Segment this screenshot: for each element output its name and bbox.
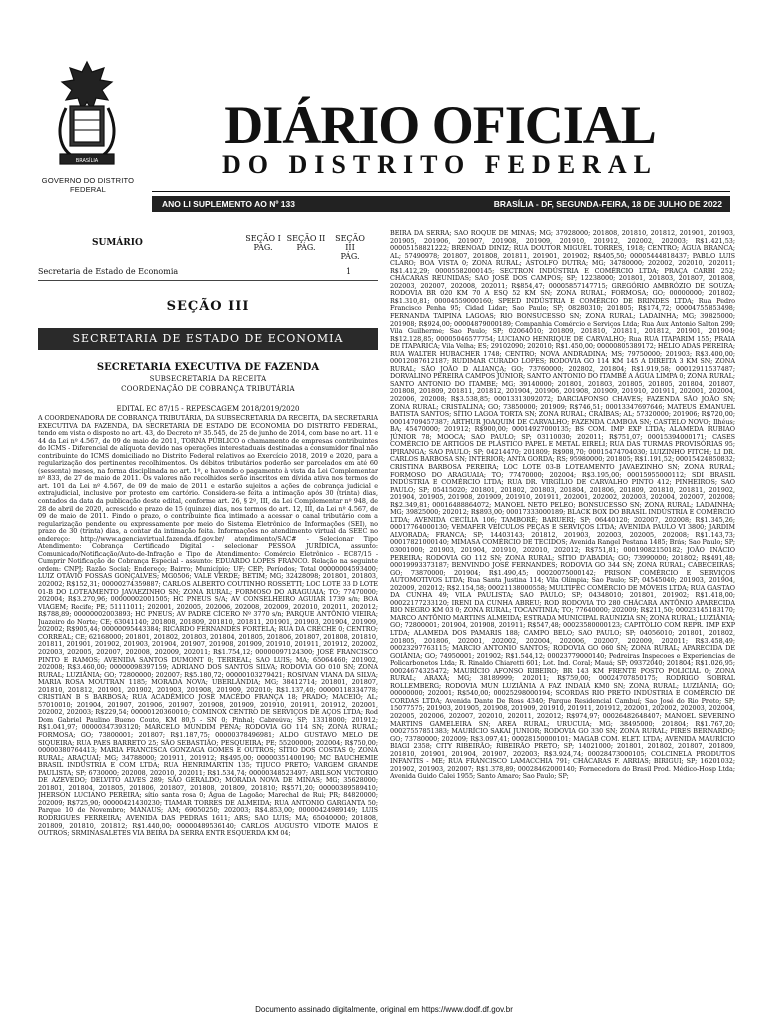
issue-number: ANO LI SUPLEMENTO AO Nº 133 [162, 199, 295, 209]
subsecretariat: SUBSECRETARIA DA RECEITA [149, 375, 267, 383]
edital-body-right: BEIRA DA SERRA; SAO ROQUE DE MINAS; MG; 37928000; 201808, 201810, 201812, 201901, 201903, 201905, 201906, 201907, 201908, 201909, 201910, 201912, 202002, 202003; R$1.421,53; 00005158821222; BRENOAD DINIZ; RUA DOUTOR MIGUEL TORRES, 1918; CENTRO; ÁGUA BRANCA; AL; 57490978; 201807, 201808, 201811, 201901, 201902; R$405,50; 00005444818437; PABLO LUIS CLARO; BOA VISTA 0; ZONA RURAL; ASTOLFO DUTRA; MG; 34780000; 202002, 202010, 202011; R$1.412,29; 00005582000145; SECTRON INDÚSTRIA E COMÉRCIO LTDA; PRAÇA CARBI 252; CHÁCARAS REUNIDAS; SAO JOSÉ DOS CAMPOS; SP; 12238000; 201801, 201803, 201807, 201808, 202003, 202007, 202008, 202011; R$854,47; 00005857147715; GREGÓRIO AMBRÓZIO DE SOUZA; RODOVIA BR 020 KM 70 A ESQ 52 KM SN; ZONA RURAL; FORMOSA; GO; 00000000; 201802; R$1.310,81; 00004559000160; SPEED INDÚSTRIA E COMÉRCIO DE BRINDES LTDA; Rua Pedro Francisco Penha 95; Cidad Lidar; Sao Paulo; SP; 08280310; 201805; R$174,72; 00004755853498; FERNANDA TAIPINA LAGOAS; RIO BONSUCESSO SN; ZONA RURAL; LADAINHA; MG; 39825000; 201908; R$924,00; 00004879000189; Companhia Comércio e Serviços Ltda; Rua Aux Antonio Salton 299; Vila Guilherme; Sao Paulo; SP; 02064010; 201809, 201810, 201811, 201812, 201901, 201904; R$12.128,85; 00005046577754; LUCIANO HENRIQUE DE CARVALHO; Rua RUA ITAPARIM 155; PRAIA DE ITAPARICA; Vila Velha; ES; 29102090; 202010; R$1.450,00; 00000805389172; HÉLIO ADAS PEREIRA; RUA WALTER HUBACHER 1748; CENTRO; NOVA ANDRADINA; MS; 79750000; 201903; R$3.400,00; 00012087612187; RUDIMAR CURADO LOPES; RODOVIA GO 114 KM 145 A DIREITA 3 KM SN; ZONA RURAL; SÃO JOÃO D ALIANÇA; GO; 73760000; 202802, 201804; R$1.919,58; 00012911537487; DORVALINO PEREIRA CAMPOS JÚNIOR; SANTO ANTONIO DO ITAMBÉ A ÁGUA LIMPA 0; ZONA RURAL; SANTO ANTONIO DO ITAMBE; MG; 39140000; 201801, 201803, 201805, 201805, 201804, 201807, 201808, 201809, 201811, 201812, 201904, 201906, 201908, 201909, 201910, 201911, 202001, 202004, 202006, 202008; R$3.538,85; 00013313092072; DARCIAFONSO CHAVES; FAZENDA SÃO JOÃO SN; ZONA RURAL; CRISTALINA; GO; 73850000; 201909; R$746,51; 00013347697646; MATEUS EMANUEL BATISTA SANTOS; SÍTIO LAGOA TORTA SN; ZONA RURAL; CRAÍBAS; AL; 57320000; 201906; R$720,00; 00014709457387; ARTHUR JOAQUIM DE CARVALHO; FAZENDA CAMBOA SN; CASTELO NOVO; Ilhéus; BA; 45470000; 201912; R$900,00; 00014927000135; BS COM. IMP EXP LTDA; ALAMEDA RUBIAO JÚNIOR 78; MOOCA; SAO PAULO; SP; 03110030; 202011; R$751,07; 00015394000171; CASES COMÉRCIO DE ARTIGOS DE PLÁSTICO PAPEL E METAL EIRELI; RUA DAS TURMAS PROVISÓRIAS 95; IPIRANGA; SAO PAULO; SP; 04214470; 201809; R$908,70; 00015474704030; LUIZINHO FITCH; LI DR. CARLOS BARBOSA SN; INTERIOR; ANTA GORDA; RS; 95980000; 201805; R$1.191,52; 00015424850832; CRISTINA BARBOSA PEREIRA; LOC LOTE 03-B LOTEAMENTO JAVAEZINHO SN; ZONA RURAL; FORMOSO DO ARAGUAIA; TO; 77470000; 202004; R$3.195,00; 00015955000112; SDI BRASIL INDÚSTRIA E COMÉRCIO LTDA; RUA DR. VIRGÍLIO DE CARVALHO PINTO 412; PINHEIROS; SAO PAULO; SP; 05415020; 201801, 201802, 201803, 201804, 201806, 201809, 201810, 201811, 201902, 201904, 201905, 201908, 201909, 201910, 201911, 202001, 202002, 202003, 202004, 202007, 202008; R$2.349,81; 00016488864072; MANOEL NETO PELEO; BONSUCESSO SN; ZONA RURAL; LADAINHA; MG; 39825000; 202012; R$893,00; 00017333000189; BLACK BOX DO BRASIL INDÚSTRIA E COMÉRCIO LTDA; AVENIDA CECÍLIA 106; TAMBORÉ; BARUERI; SP; 06440120; 202007, 202008; R$1.345,26; 00017764000130; VEMAFER VEÍCULOS PEÇAS E SERVIÇOS LTDA; AVENIDA PAULO VI 3800; JARDIM ALVORADA; FRANCA; SP; 14403143; 201812, 201903, 202003, 202005, 202008; R$1.143,73; 00017821000140; MIMASA COMÉRCIO DE TECIDOS; Avenida Rangel Pestana 1485; Brás; Sao Paulo; SP; 03001000; 201903, 201904, 201910, 202010, 202012; R$751,81; 00019082150182; JOÃO INÁCIO PEREIRA; RODOVIA GO 112 SN; ZONA RURAL; SÍTIO D'ABADIA; GO; 73990000; 201802; R$491,48; 00019993373187; BENVINDO JOSÉ FERNANDES; RODOVIA GO 344 SN; ZONA RURAL; CABECEIRAS; GO; 73870000; 201904; R$1.490,45; 00020075000142; PRISON COMÉRCIO E SERVIÇOS AUTOMOTIVOS LTDA; Rua Santa Justina 114; Vila Olímpia; Sao Paulo; SP; 04545040; 201903, 201904, 202009, 202012; R$2.154,58; 00021138000558; MULTIFÉC COMÉRCIO DE MÓVEIS LTDA; RUA GASTAO DA CUNHA 49; VILA PAULISTA; SAO PAULO; SP; 04348010; 201801, 201902; R$1.418,00; 00022177233120; IRENI DA CUNHA ABREU; ROD RODOVIA TO 280 CHÁCARA ANTÔNIO APARECIDA RIO NEGRO KM 03 0; ZONA RURAL; TOCANTINIA; TO; 77640000; 202009; R$211,50; 00023145183170; MARCO ANTÔNIO MARTINS ALMEIDA; ESTRADA MUNICIPAL RAUNIZIA SN; ZONA RURAL; LUZIÂNIA; GO; 72800001; 201904, 201908, 201911; R$547,48; 00023580000123; CAPITÓLIO COM REPR. IMP EXP LTDA; ALAMEDA DOS PAMARIS 188; CAMPO BELO; SAO PAULO; SP; 04056010; 201801, 201802, 201805, 201806, 202001, 202002, 202004, 202006, 202007, 202009, 202011; R$3.458,49; 00023297763115; MARCIO ANTONIO SANTOS; RODOVIA GO 060 SN; ZONA RURAL; APARECIDA DE GOIÂNIA; GO; 74950001; 201902; R$1.544,12; 00023779000140; Pedreiras Inspecoes e Experiencias de Policarbonetos Ltda; R. Rinaldo Chiaretti 601; Lot. Ind. Coral; Mauá; SP; 09372040; 201804; R$1.026,95; 00024674325472; MAURÍCIO AFONSO RIBEIRO; BR 143 KM FRENTE POSTO POLICIAL 0; ZONA RURAL; ARAXÁ; MG; 38189999; 202011; R$759,00; 00024707850175; RODRIGO SOBRAL ROLLEMBERG; RODOVIA MUN LUZIÂNIA A FAZ INDAIÁ KM0 SN; ZONA RURAL; LUZIÂNIA; GO; 00000000; 202001; R$540,00; 00025298000194; SCORDAS RIO PRETO INDÚSTRIA E COMÉRCIO DE CORDAS LTDA; Avenida Dante De Ross 4340; Parque Residencial Cambuí; Sao José do Rio Preto; SP; 15077575; 201903, 201905, 201908, 201909, 201910, 201911, 201912, 202001, 202002, 202003, 202004, 202005, 202006, 202007, 202010, 202011, 202012; R$974,97; 00026482648407; MANOEL SEVERINO MARTINS GAMELEIRA SN; AREA RURAL; URUCUIA; MG; 38495000; 201804; R$1.767,20; 00027557851383; MAURÍCIO SAKAI JUNIOR; RODOVIA GO 330 SN; ZONA RURAL; PIRES BERNARDO; GO; 73780000; 202009; R$3.097,41; 00028150000101; MAGAB COM. ELET. LTDA; AVENIDA MAURÍCIO BIAGI 2358; CITY RIBEIRÃO; RIBEIRÃO PRETO; SP; 14021000; 201801, 201802, 201807, 201809, 201810, 201901, 201904, 201907, 202003; R$3.924,74; 00028473000105; COLCINELA PRODUTOS INFANTIS - ME; RUA FRANCISCO LAMACCHIA 791; CHÁCARAS F. ARRIAS; BIRIGUI; SP; 16201032; 201902, 201903, 202007; R$1.378,89; 00028462000140; Fornecedora do Brasil Prod. Médico-Hosp Ltda; Avenida Guido Calei 1955; Santo Amaro; Sao Paulo; SP; [390, 230, 735, 781]
summary-col-sec2: SEÇÃO II PÁG. [286, 234, 326, 252]
summary-col-sec1: SEÇÃO I PÁG. [245, 234, 281, 252]
left-column [38, 230, 378, 990]
issue-bar [152, 196, 730, 212]
issue-date: BRASÍLIA - DF, SEGUNDA-FEIRA, 18 DE JULHO DE 2022 [493, 199, 722, 209]
summary-row-page: 1 [346, 267, 352, 276]
coordination: COORDENAÇÃO DE COBRANÇA TRIBUTÁRIA [121, 385, 295, 393]
footer-note: Documento assinado digitalmente, original em https://www.dodf.df.gov.br [255, 1005, 513, 1014]
page-title: DIÁRIO OFICIAL [224, 95, 656, 155]
edital-heading: EDITAL EC 87/15 - REPESCAGEM 2018/2019/2020 [116, 405, 300, 413]
government-caption: GOVERNO DO DISTRITO FEDERAL [41, 176, 135, 194]
summary-title: SUMÁRIO [92, 238, 143, 248]
section-label: SEÇÃO III [166, 299, 250, 314]
edital-body-left: A COORDENADORA DE COBRANÇA TRIBUTÁRIA, DA SUBSECRETARIA DA RECEITA, DA SECRETARIA EXECUTIVA DA FAZENDA, DA SECRETARIA DE ESTADO DE ECONOMIA DO DISTRITO FEDERAL, tendo em vista o disposto no art. 43, do Decreto nº 35.545, de 25 de junho de 2014, com base no art. 11 e 44 da Lei nº 4.567, de 09 de maio de 2011, TORNA PÚBLICO o chamamento de empresas contribuintes do ICMS - Diferencial de alíquota devido nas operações interestaduais destinadas a consumidor final não contribuinte do ICMS domiciliado no Distrito Federal relativos ao Exercício 2018, 2019 e 2020, para a regularização dos pertinentes recolhimentos. Os débitos tributários poderão ser parcelados em até 60 (sessenta) meses, na forma disciplinada no art. 1º, e havendo o pagamento à vista da Lei Complementar nº 833, de 27 de maio de 2011. Os valores não recolhidos serão inscritos em dívida ativa nos termos do art. 101 da Lei nº 4.567, de 09 de maio de 2011 e estarão sujeitos a ações de cobrança judicial e extrajudicial, inclusive por protesto em cartório. Considera-se feita a intimação após 30 (trinta) dias, contados da data da publicação deste edital, conforme art. 26, § 2º, III, da Lei Complementar nº 948, de 28 de abril de 2020, acrescido e prazo de 15 (quinze) dias, nos termos do art. 12, III, da Lei nº 4.567, de 09 de maio de 2011. Findo o prazo, o contribuinte fica intimado a acessar o canal tributário com a regularização pendente ou expressamente por meio do Sistema Eletrônico de Informações (SEI), no prazo de 30 (trinta) dias, a contar da intimação feita. Informações no atendimento virtual da SEEC no endereço: http://www.agenciavirtual.fazenda.df.gov.br/ atendimento/SAC# - Selecionar Tipo Atendimento: Cobrança Certificado Digital - selecionar PESSOA JURÍDICA, assunto: Comunicado/Notificação/Auto-de-Infração e Tipo de Atendimento: Comércio Eletrônico - EC87/15 - Cumprir Notificação de Cobrança Especial - assunto: EDUARDO LOPES FRANCO. Relação na seguinte ordem: CNPJ; Razão Social; Endereço; Bairro; Município; UF; CEP; Períodos; Total 00000004593400; LUIZ OTÁVIO FOSSAS GONÇALVES; MG0506; VALE VERDE; BETIM; MG; 32428098; 201801, 201803, 202002; R$152,31; 00000274359887; CARLOS ALBERTO COUTINHO ROSSETTI; LOC LOTE 33 D LOTE 01-B DO LOTEAMENTO JAVAEZINHO SN; ZONA RURAL; FORMOSO DO ARAGUAIA; TO; 77470000; 202004; R$3.270,96; 00000002001505; HC PNEUS S/A; AV CONSELHEIRO AGUIAR 1739 s/n; BOA VIAGEM; Recife; PE; 51111011; 202001, 202005, 202006, 202008, 202009, 202010, 202011, 202012; R$788,89; 00000002003893; HC PNEUS; AV PADRE CÍCERO Nº 3770 s/n; PARQUE ANTÔNIO VIEIRA; Juazeiro do Norte; CE; 63041140; 201808, 201809, 201810, 201811, 201901, 201903, 201904, 201909, 202002; R$905,44; 00000095443384; RICARDO FERNANDES FORTELA; RUA DA CRECHE 0; CENTRO; CORREAL; CE; 62168000; 201801, 201802, 201803, 201804, 201805, 201806, 201807, 201808, 201810, 201811, 201901, 201902, 201903, 201904, 201907, 201908, 201909, 201910, 201911, 201912, 202002, 202003, 202005, 202007, 202008, 202009, 202011; R$1.754,12; 00000097124300; JOSÉ FRANCISCO PINTO E RAMOS; AVENIDA SANTOS DUMONT 0; TERREAL; SAO LUIS; MA; 65064460; 201902, 202008; R$3.460,00; 00000098397159; ADRIANO DOS SANTOS SILVA; RODOVIA GO 010 SN; ZONA RURAL; LUZIÂNIA; GO; 72800000; 202007; R$5.180,72; 00000103279421; ROSIVAN VIANA DA SILVA; MARIA ROSA MOUTRAN 1185; MORADA NOVA; UBERLÂNDIA; MG; 38412714; 201801, 201807, 201810, 201812, 201901, 201902, 201903, 201908, 201909, 202010; R$1.137,40; 00000118334778; CRISTIAN B S BARBOSA; RUA ACADÊMICO JOSÉ MACÊDO FRANÇA 18; PRADO; MACEIÓ; AL; 57010010; 201904, 201907, 201906, 201907, 201908, 201909, 201910, 201911, 201912, 202001, 202002, 202003; R$229,54; 00000120360010; COMINOX CENTRO DE SERVIÇOS DE AÇOS LTDA; Rod Dom Gabriel Paulino Bueno Couto, KM 80,5 - SN 0; Pinhal; Cabreúva; SP; 13318000; 201912; R$1.041,97; 00000347393120; MARCELO MUNDIM PENA; RODOVIA GO 114 SN; ZONA RURAL; FORMOSA; GO; 73800001; 201807; R$1.187,75; 00000378496981; ALDO GUSTAVO MELO DE SIQUEIRA; RUA PAES BARRETO 25; SÃO SEBASTIÃO; PESQUEIRA; PE; 55200000; 202004; R$750,00; 00000380764413; MARIA FRANCISCA GONZAGA GOMES E OUTROS; SÍTIO DOS COSTAS 0; ZONA RURAL; ARAÇUAÍ; MG; 34788000; 201911, 201912; R$495,00; 00000351400190; MC BAUCHEMIE BRASIL INDÚSTRIA E COM LTDA; RUA HENRIMARTIN 135; TIJUCO PRETO; VARGEM GRANDE PAULISTA; SP; 6730000; 202008, 202010, 202011; R$1.534,74; 00000348523497; ARILSON VICTORIO DE AZEVEDO; DELVITO ALVES 289; SÃO GERALDO; MORADA NOVA DE MINAS; MG; 35628000; 201801, 201804, 201805, 201806, 201807, 201808, 201809, 201810; R$571,20; 00000389589410; JHERSON LUCIANO PEREIRA; sítio santa rosa 0; Água de Lagoão; Marechal de Rui; PR; 84820000; 202009; R$725,90; 00000421430230; TIAMAR TORRES DE ALMEIDA; RUA ANTONIO GARGANTA 50; Parque 10 de Novembro; MANAUS; AM; 69050250; 202003; R$4.853,00; 00000424989149; LUIS RODRIGUES FERREIRA; AVENIDA DAS PEDRAS 1611; ARS; SAO LUIS; MA; 65040000; 201808, 201809, 201810, 201812; R$1.440,00; 00000489536140; CARLOS AUGUSTO VIDOTE MAIOS E OUTROS; SRMINASALETES VIA BEIRA DA SERRA ENTR ESQUERDA KM 04; [38, 414, 378, 838]
right-column [390, 230, 735, 990]
masthead [0, 0, 768, 230]
header-divider [152, 191, 730, 192]
summary-row[interactable] [38, 266, 378, 281]
summary-col-sec3: SEÇÃO III PÁG. [335, 234, 365, 261]
crest-motto: BRASÍLIA [75, 158, 99, 164]
page-subtitle: DO DISTRITO FEDERAL [222, 150, 658, 179]
coat-of-arms-icon [52, 58, 122, 178]
executive-title: SECRETARIA EXECUTIVA DE FAZENDA [96, 362, 320, 373]
summary-header [38, 230, 378, 266]
section-band: SECRETARIA DE ESTADO DE ECONOMIA [38, 328, 378, 350]
summary-row-name: Secretaria de Estado de Economia [38, 267, 179, 276]
